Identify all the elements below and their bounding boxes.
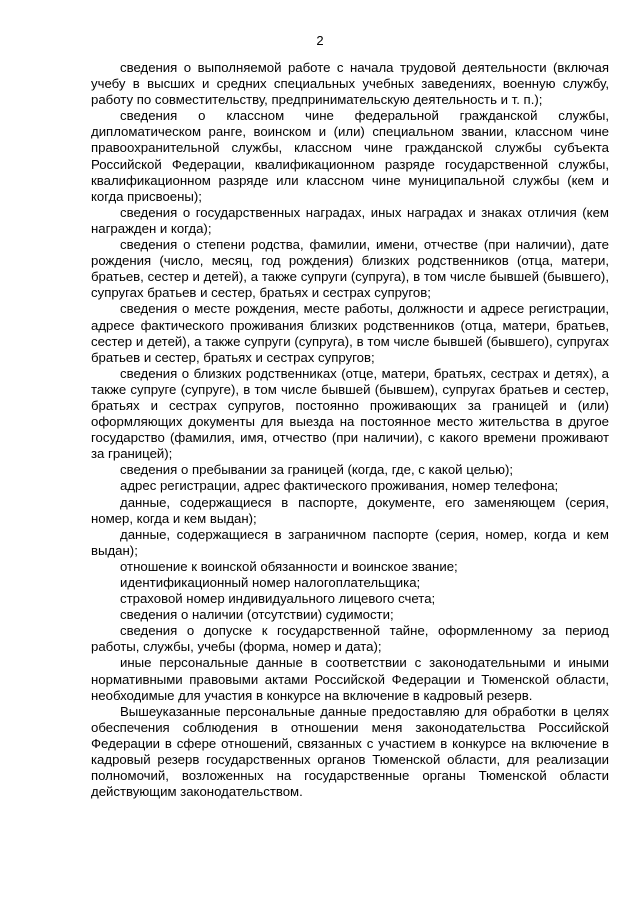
paragraph-state-awards: сведения о государственных наградах, иных наградах и знаках отличия (кем награжден и когда); [91,204,609,236]
paragraph-consent-purpose: Вышеуказанные персональные данные предоставляю для обработки в целях обеспечения соблюдения в отношении меня законодательства Российской Федерации в сфере отношений, связанных с участием в конкурсе на включение в кадровый резерв государственных органов Тюменской области, для реализации полномочий, возложенных на государственные органы Тюменской области действующим законодательством. [91,703,609,800]
paragraph-work-history: сведения о выполняемой работе с начала трудовой деятельности (включая учебу в высших и средних специальных учебных заведениях, военную службу, работу по совместительству, предпринимательскую деятельность и т. п.); [91,60,609,108]
paragraph-relatives-addresses: сведения о месте рождения, месте работы, должности и адресе регистрации, адресе фактического проживания близких родственников (отца, матери, братьев, сестер и детей), а также супруги (супруга), в том числе бывшей (бывшего), супругах братьев и сестер, братьях и сестрах супругов; [91,301,609,365]
paragraph-class-rank: сведения о классном чине федеральной гражданской службы, дипломатическом ранге, воинском и (или) специальном звании, классном чине правоохранительной службы, классном чине гражданской службы субъекта Российской Федерации, квалификационном разряде государственной службы, квалификационном разряде или классном чине муниципальной службы (кем и когда присвоены); [91,108,609,204]
paragraph-taxpayer-id: идентификационный номер налогоплательщика; [120,575,421,590]
page-number: 2 [316,33,324,48]
paragraph-criminal-record: сведения о наличии (отсутствии) судимости; [120,607,394,623]
paragraph-stay-abroad: сведения о пребывании за границей (когда, где, с какой целью); [120,462,514,478]
paragraph-military-duty: отношение к воинской обязанности и воинское звание; [120,558,458,574]
paragraph-address-phone: адрес регистрации, адрес фактического проживания, номер телефона; [120,478,559,494]
document-body [91,60,609,800]
paragraph-foreign-passport: данные, содержащиеся в заграничном паспорте (серия, номер, когда и кем выдан); [91,526,609,558]
paragraph-other-data: иные персональные данные в соответствии с законодательными и иными нормативными правовыми актами Российской Федерации и Тюменской области, необходимые для участия в конкурсе на включение в кадровый резерв. [91,655,609,703]
paragraph-passport: данные, содержащиеся в паспорте, документе, его заменяющем (серия, номер, когда и кем выдан); [91,494,609,526]
paragraph-relatives-kinship: сведения о степени родства, фамилии, имени, отчестве (при наличии), дате рождения (число, месяц, год рождения) близких родственников (отца, матери, братьев, сестер и детей), а также супруги (супруга), в том числе бывшей (бывшего), супругах братьев и сестер, братьях и сестрах супругов; [91,237,609,301]
paragraph-state-secret: сведения о допуске к государственной тайне, оформленному за период работы, службы, учебы (форма, номер и дата); [91,623,609,655]
paragraph-relatives-abroad: сведения о близких родственниках (отце, матери, братьях, сестрах и детях), а также супруге (супруге), в том числе бывшей (бывшем), супругах братьев и сестер, братьях и сестрах супругов, постоянно проживающих за границей и (или) оформляющих документы для выезда на постоянное место жительства в другое государство (фамилия, имя, отчество (при наличии), с какого времени проживают за границей); [91,365,609,462]
paragraph-insurance-number: страховой номер индивидуального лицевого счета; [120,591,436,607]
